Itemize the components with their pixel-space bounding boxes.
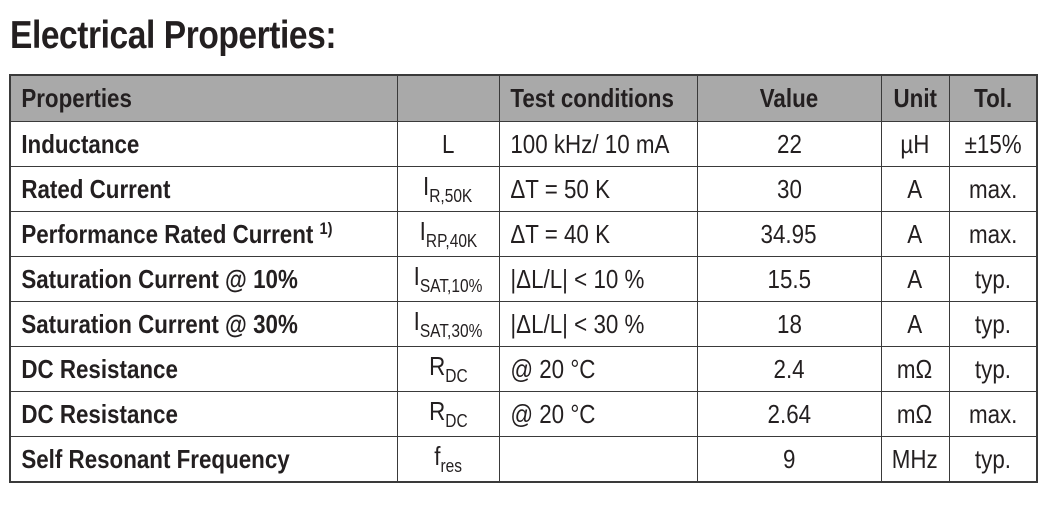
symbol-base: L (441, 128, 455, 159)
symbol-base: I (413, 261, 420, 291)
cell-tol: max. (949, 212, 1037, 257)
cell-value: 34.95 (697, 212, 881, 257)
cell-tol: max. (949, 167, 1037, 212)
cell-property (10, 212, 397, 257)
symbol-base: I (413, 306, 420, 336)
cell-symbol (397, 437, 499, 483)
cell-tol: max. (949, 392, 1037, 437)
cell-test-conditions: ΔT = 50 K (499, 167, 697, 212)
cell-tol: typ. (949, 302, 1037, 347)
cell-symbol (397, 347, 499, 392)
symbol-subscript: res (440, 456, 462, 476)
symbol-subscript: SAT,30% (419, 321, 483, 341)
cell-test-conditions: @ 20 °C (499, 347, 697, 392)
property-label: DC Resistance (21, 353, 178, 384)
cell-value: 2.64 (697, 392, 881, 437)
cell-test-conditions: ΔT = 40 K (499, 212, 697, 257)
symbol-subscript: DC (444, 366, 468, 386)
footnote-marker: 1) (319, 218, 333, 238)
table-row (10, 122, 1037, 167)
header-value: Value (697, 75, 881, 122)
property-label: Self Resonant Frequency (21, 443, 290, 474)
cell-property (10, 122, 397, 167)
symbol-base: I (419, 216, 426, 246)
symbol-base: R (428, 351, 445, 381)
table-row (10, 392, 1037, 437)
header-properties: Properties (10, 75, 397, 122)
cell-value: 18 (697, 302, 881, 347)
property-label: Rated Current (21, 173, 171, 204)
cell-tol: typ. (949, 257, 1037, 302)
cell-test-conditions (499, 437, 697, 483)
cell-unit: MHz (881, 437, 949, 483)
cell-symbol (397, 302, 499, 347)
cell-value: 30 (697, 167, 881, 212)
symbol-subscript: R,50K (429, 186, 473, 206)
cell-symbol (397, 122, 499, 167)
cell-symbol (397, 167, 499, 212)
table-row (10, 437, 1037, 483)
cell-test-conditions: @ 20 °C (499, 392, 697, 437)
property-label: Performance Rated Current (21, 218, 314, 249)
cell-symbol (397, 212, 499, 257)
cell-unit: A (881, 212, 949, 257)
cell-property (10, 437, 397, 483)
symbol-subscript: DC (444, 411, 468, 431)
cell-unit: A (881, 167, 949, 212)
electrical-properties-table (9, 74, 1038, 483)
table-header-row (10, 75, 1037, 122)
table-body (10, 122, 1037, 483)
header-unit: Unit (881, 75, 949, 122)
cell-value: 22 (697, 122, 881, 167)
cell-property (10, 347, 397, 392)
cell-symbol (397, 392, 499, 437)
header-tol: Tol. (949, 75, 1037, 122)
cell-property (10, 257, 397, 302)
symbol-subscript: RP,40K (425, 231, 477, 251)
cell-value: 9 (697, 437, 881, 483)
cell-value: 15.5 (697, 257, 881, 302)
header-test-conditions: Test conditions (499, 75, 697, 122)
cell-property (10, 302, 397, 347)
table-row (10, 302, 1037, 347)
cell-property (10, 167, 397, 212)
table-row (10, 347, 1037, 392)
property-label: Saturation Current @ 10% (21, 263, 298, 294)
cell-tol: typ. (949, 347, 1037, 392)
cell-property (10, 392, 397, 437)
page-title: Electrical Properties: (10, 14, 337, 57)
property-label: Saturation Current @ 30% (21, 308, 298, 339)
cell-unit: µH (881, 122, 949, 167)
cell-symbol (397, 257, 499, 302)
property-label: Inductance (21, 128, 140, 159)
cell-tol: ±15% (949, 122, 1037, 167)
symbol-base: I (423, 171, 430, 201)
header-symbol (397, 75, 499, 122)
table-row (10, 257, 1037, 302)
cell-value: 2.4 (697, 347, 881, 392)
table-row (10, 167, 1037, 212)
symbol-base: R (428, 396, 445, 426)
cell-unit: A (881, 257, 949, 302)
symbol-base: f (434, 441, 441, 471)
property-label: DC Resistance (21, 398, 178, 429)
cell-tol: typ. (949, 437, 1037, 483)
table-row (10, 212, 1037, 257)
cell-unit: mΩ (881, 347, 949, 392)
cell-unit: mΩ (881, 392, 949, 437)
cell-test-conditions: |ΔL/L| < 10 % (499, 257, 697, 302)
cell-test-conditions: |ΔL/L| < 30 % (499, 302, 697, 347)
cell-test-conditions: 100 kHz/ 10 mA (499, 122, 697, 167)
cell-unit: A (881, 302, 949, 347)
symbol-subscript: SAT,10% (419, 276, 483, 296)
